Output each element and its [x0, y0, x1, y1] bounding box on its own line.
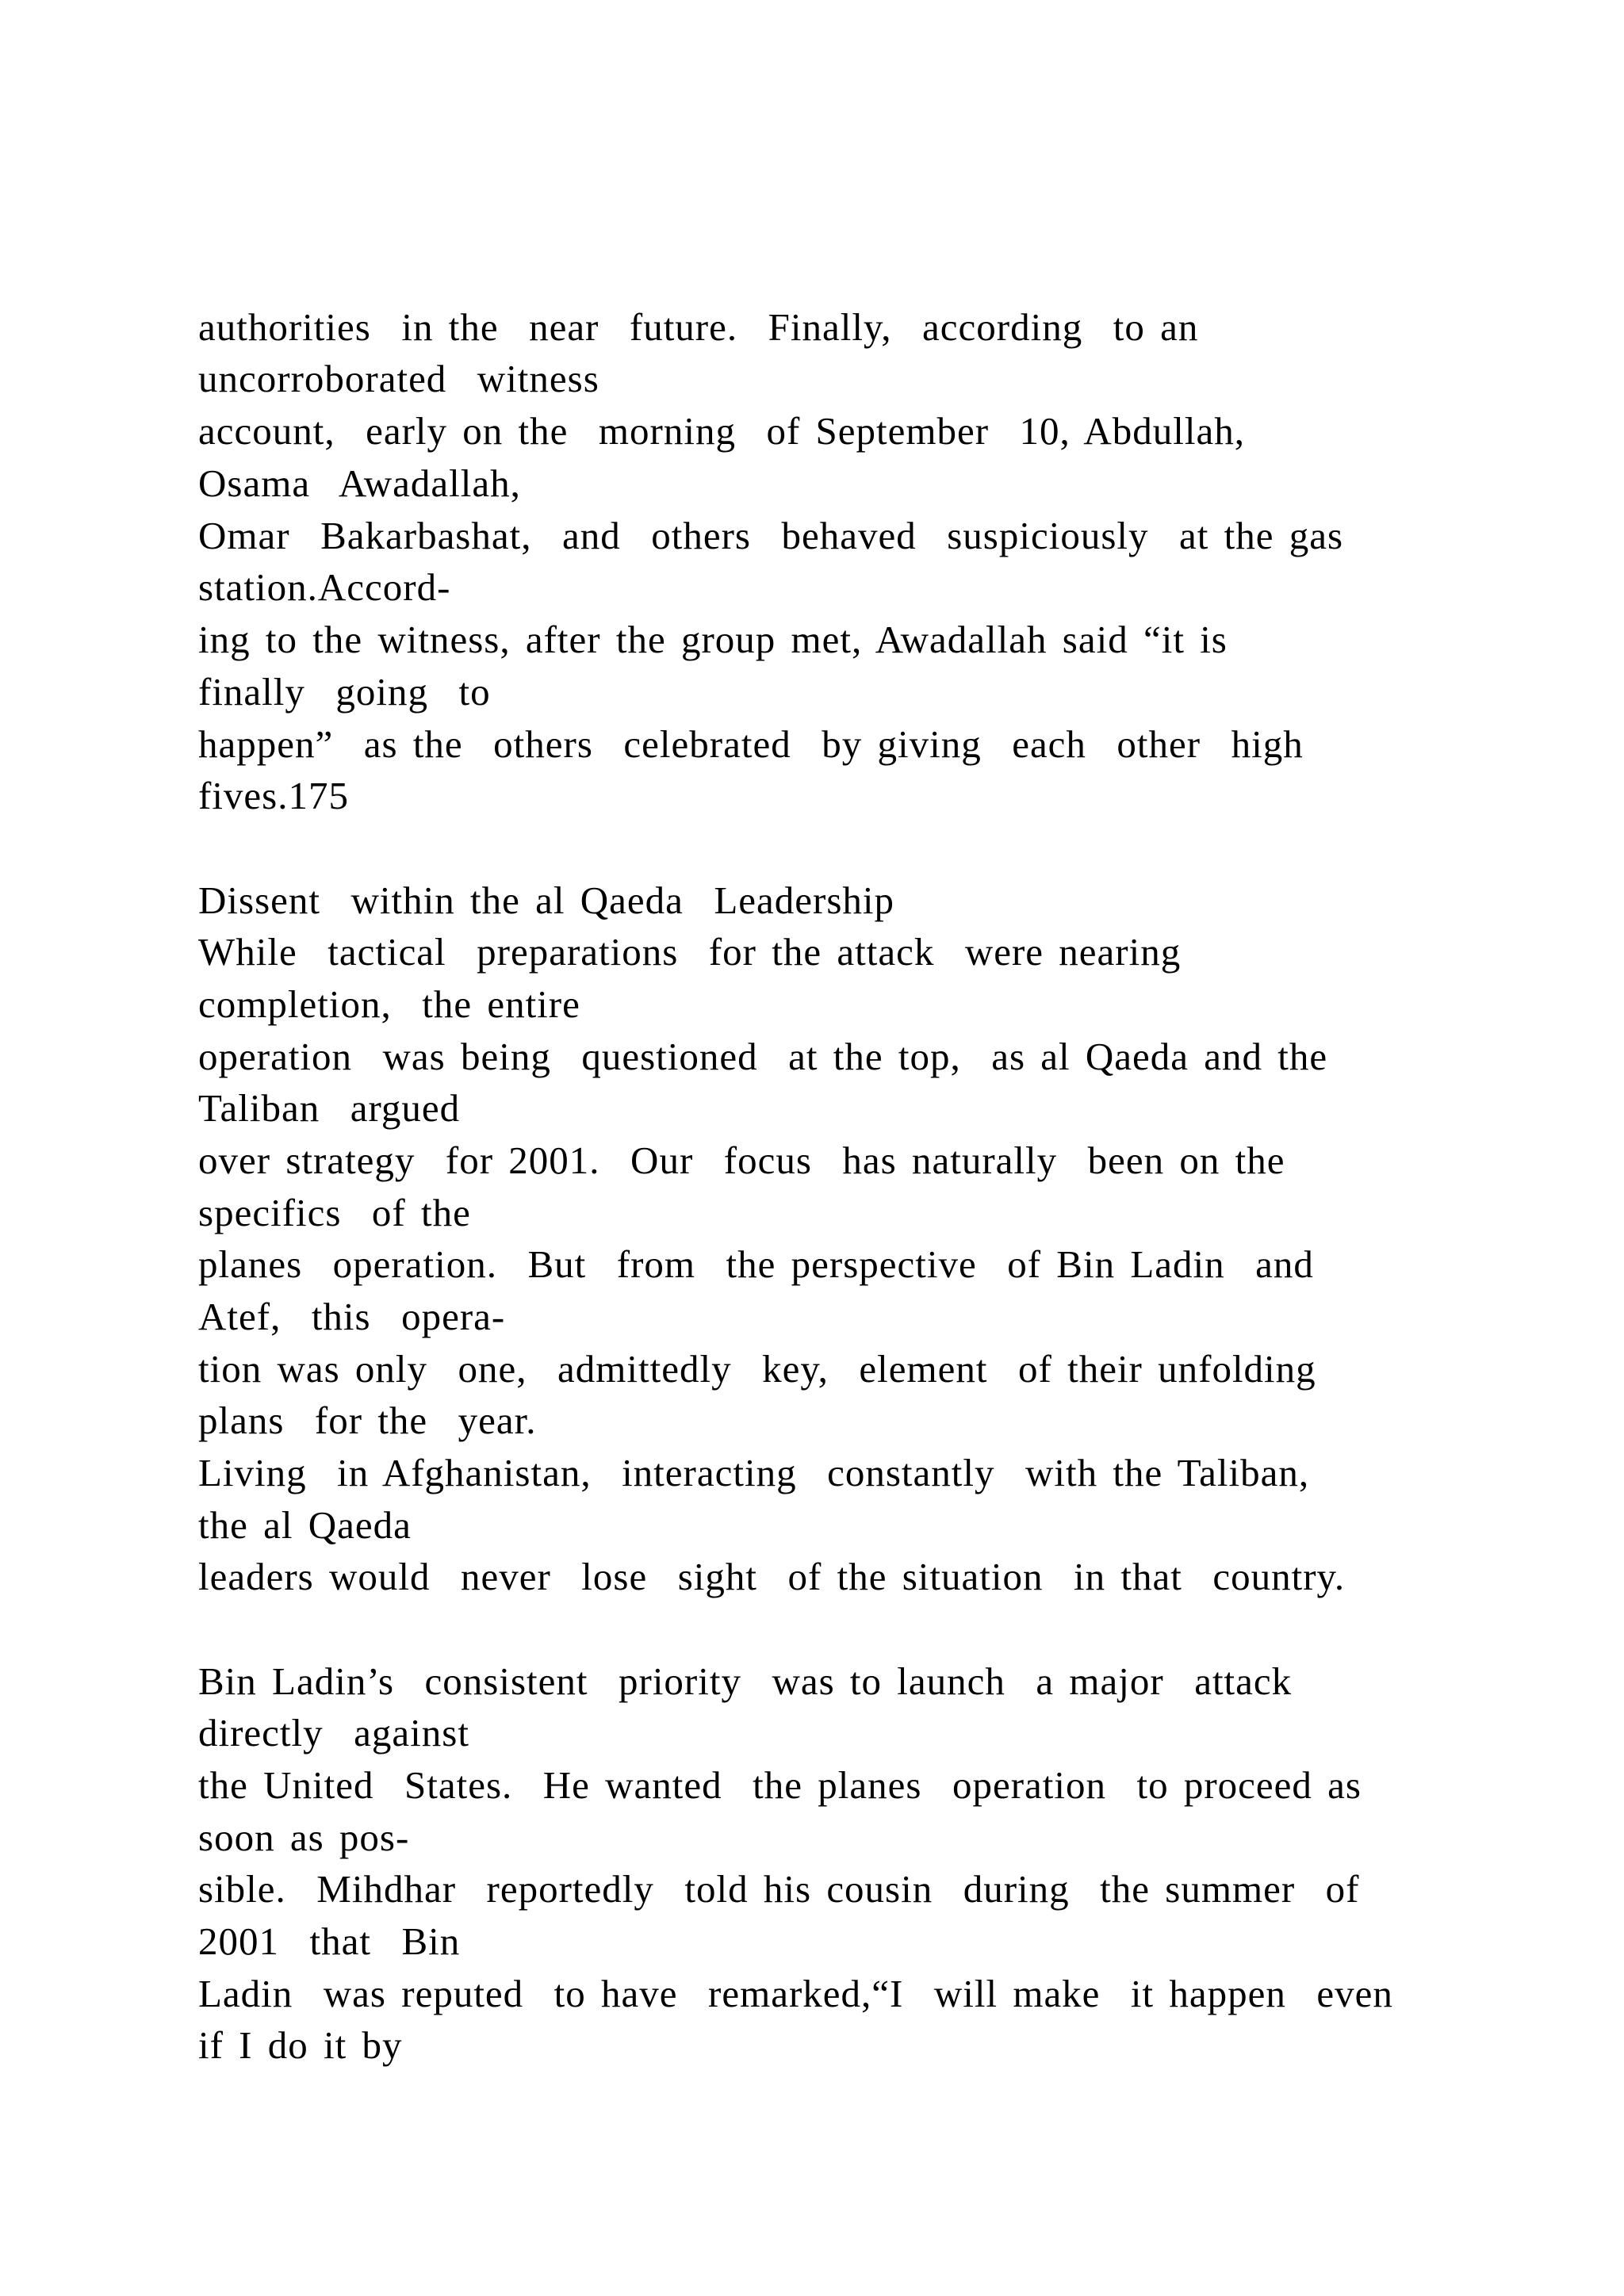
text-line: Bin Ladin’s consistent priority was to launch a major attack	[198, 1659, 1293, 1703]
text-line: Osama Awadallah,	[198, 461, 521, 505]
text-line: Taliban argued	[198, 1086, 461, 1130]
text-line: 2001 that Bin	[198, 1919, 461, 1963]
text-line: the al Qaeda	[198, 1503, 412, 1547]
text-line: the United States. He wanted the planes operation to proceed as	[198, 1763, 1362, 1807]
text-line: station.Accord-	[198, 565, 451, 609]
text-line: finally going to	[198, 670, 491, 714]
text-line: directly against	[198, 1711, 469, 1755]
text-line: over strategy for 2001. Our focus has naturally been on the	[198, 1138, 1285, 1182]
text-line: soon as pos-	[198, 1816, 410, 1859]
text-line: account, early on the morning of September 10, Abdullah,	[198, 409, 1245, 453]
text-line: operation was being questioned at the top, as al Qaeda and the	[198, 1035, 1328, 1078]
text-line: happen” as the others celebrated by giving each other high	[198, 722, 1304, 766]
section-heading: Dissent within the al Qaeda Leadership	[198, 878, 895, 922]
text-line: planes operation. But from the perspective of Bin Ladin and	[198, 1242, 1314, 1286]
text-line: ing to the witness, after the group met, Awadallah said “it is	[198, 618, 1228, 661]
text-line: authorities in the near future. Finally, according to an	[198, 305, 1199, 349]
text-line: While tactical preparations for the attack were nearing	[198, 930, 1182, 974]
text-line: completion, the entire	[198, 982, 580, 1026]
text-line: Omar Bakarbashat, and others behaved suspiciously at the gas	[198, 514, 1344, 557]
text-line: Ladin was reputed to have remarked,“I will make it happen even	[198, 1972, 1393, 2015]
text-line: uncorroborated witness	[198, 357, 599, 400]
text-line: plans for the year.	[198, 1399, 537, 1442]
text-line: Living in Afghanistan, interacting constantly with the Taliban,	[198, 1451, 1310, 1494]
text-line: Atef, this opera-	[198, 1295, 506, 1338]
text-line: specifics of the	[198, 1191, 471, 1234]
text-line: if I do it by	[198, 2023, 403, 2067]
text-line: leaders would never lose sight of the situation in that country.	[198, 1555, 1346, 1598]
text-line: sible. Mihdhar reportedly told his cousin during the summer of	[198, 1867, 1360, 1911]
text-line: fives.175	[198, 774, 349, 817]
text-line: tion was only one, admittedly key, element of their unfolding	[198, 1347, 1316, 1391]
